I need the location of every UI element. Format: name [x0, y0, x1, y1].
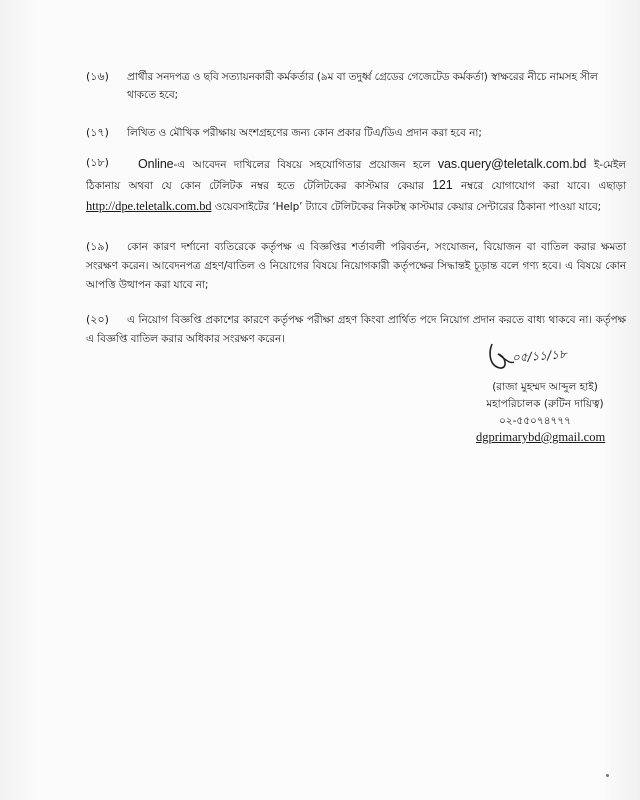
dpe-teletalk-link[interactable]: http://dpe.teletalk.com.bd [86, 199, 212, 213]
clause-19 [86, 238, 626, 295]
clause-text: লিখিত ও মৌখিক পরীক্ষায় অংশগ্রহণের জন্য কোন প্রকার টিএ/ডিএ প্রদান করা হবে না; [127, 127, 482, 139]
clause-number: (১৬) [86, 70, 109, 83]
clause-16 [86, 68, 626, 104]
scan-speck [606, 774, 609, 777]
signatory-phone: ০২-৫৫০৭৪৭৭৭ [498, 415, 572, 427]
clause-text: এ নিয়োগ বিজ্ঞপ্তি প্রকাশের কারণে কর্তৃপক্ষ পরীক্ষা গ্রহণ কিংবা প্রার্থিত পদে নিয়োগ প্রদান করতে বাধ্য থাকবে না। কর্তৃপক্ষ এ বিজ্ঞপ্তি বাতিল করার অধিকার সংরক্ষণ করেন। [86, 314, 626, 345]
clause-number: (১৮) [86, 156, 109, 169]
clause-text: কোন কারণ দর্শানো ব্যতিরেকে কর্তৃপক্ষ এ বিজ্ঞপ্তির শর্তাবলী পরিবর্তন, সংযোজন, বিয়োজন বা বাতিল করার ক্ষমতা সংরক্ষণ করেন। আবেদনপত্র গ্রহণ/বাতিল ও নিয়োগের বিষয়ে নিয়োগকারী কর্তৃপক্ষের সিদ্ধান্তই চূড়ান্ত বলে গণ্য হবে। এ বিষয়ে কোন আপত্তি উত্থাপন করা যাবে না; [86, 241, 626, 291]
online-text: Online [138, 157, 174, 171]
clause-number: (১৯) [86, 240, 109, 253]
clause-18 [86, 154, 626, 217]
clause-text: প্রার্থীর সনদপত্র ও ছবি সত্যায়নকারী কর্মকর্তার (৯ম বা তদুর্ধ্ব গ্রেডের গেজেটেড কর্মকর্তা) স্বাক্ষরের নীচে নামসহ সীল থাকতে হবে; [127, 71, 598, 101]
clause-number: (১৭) [86, 126, 109, 139]
clause-17 [86, 124, 626, 142]
signatory-designation: মহাপরিচালক (রুটিন দায়িত্ব) [486, 398, 604, 410]
signatory-name: (রাজা মুহম্মদ আব্দুল হাই) [492, 381, 598, 393]
signature-date: ০৫/১১/১৮ [511, 347, 568, 365]
signatory-email[interactable]: dgprimarybd@gmail.com [476, 430, 606, 444]
support-email[interactable]: vas.query@teletalk.com.bd [437, 157, 587, 171]
clause-text: Online-এ আবেদন দাখিলের বিষয়ে সহযোগিতার প্রয়োজন হলে vas.query@teletalk.com.bd ই-মেইল ঠিকানায় অথবা যে কোন টেলিটক নম্বর হতে টেলিটকের কাস্টমার কেয়ার 121 নম্বরে যোগাযোগ করা যাবে। এছাড়া http://dpe.teletalk.com.bd ওয়েবসাইটের ‘Help’ ট্যাবে টেলিটকের নিকটস্থ কাস্টমার কেয়ার সেন্টারের ঠিকানা পাওয়া যাবে; [86, 157, 626, 213]
clause-number: (২০) [86, 313, 109, 326]
customer-care-number: 121 [432, 178, 453, 192]
